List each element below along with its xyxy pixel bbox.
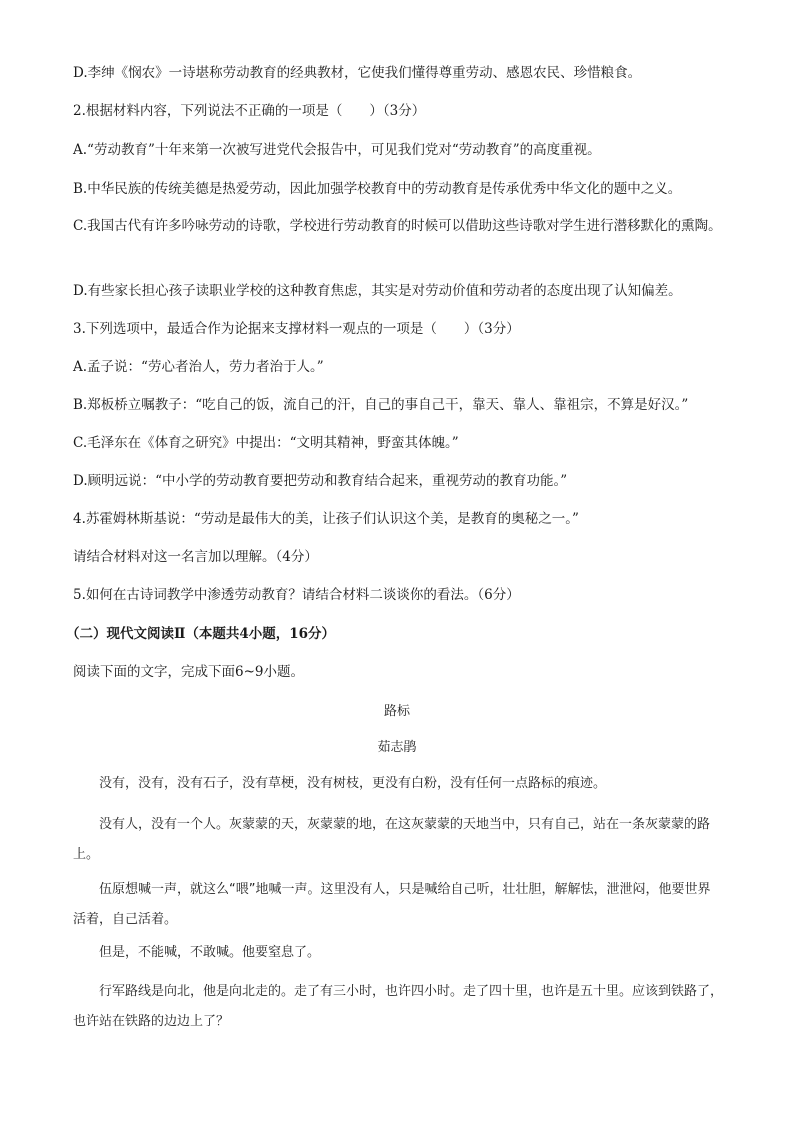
q2-stem: 2.根据材料内容，下列说法不正确的一项是（ ）（3分） (73, 103, 426, 119)
story-paragraph-1: 没有，没有，没有石子，没有草梗，没有树枝，更没有白粉，没有任何一点路标的痕迹。 (99, 776, 607, 791)
q2-option-a: A.“劳动教育”十年来第一次被写进党代会报告中，可见我们党对“劳动教育”的高度重视。 (73, 142, 601, 158)
q2-option-b: B.中华民族的传统美德是热爱劳动，因此加强学校教育中的劳动教育是传承优秀中华文化的题中之义。 (73, 181, 682, 197)
story-paragraph-5: 行军路线是向北，他是向北走的。走了有三小时，也许四小时。走了四十里，也许是五十里。应该到铁路了，也许站在铁路的边边上了？ (73, 984, 724, 1029)
q2-option-d: D.有些家长担心孩子读职业学校的这种教育焦虑，其实是对劳动价值和劳动者的态度出现了认知偏差。 (73, 283, 682, 299)
story-title: 路标 (383, 704, 410, 719)
q3-option-c: C.毛泽东在《体育之研究》中提出：“文明其精神，野蛮其体魄。” (73, 435, 459, 451)
q5-stem: 5.如何在古诗词教学中渗透劳动教育？请结合材料二谈谈你的看法。（6分） (73, 587, 520, 603)
story-author: 茹志鹃 (377, 740, 417, 755)
section-heading: （二）现代文阅读Ⅱ（本题共4小题，16分） (66, 626, 336, 642)
q3-option-b: B.郑板桥立嘱教子：“吃自己的饭，流自己的汗，自己的事自己干，靠天、靠人、靠祖宗，不算是好汉。” (73, 397, 689, 413)
q3-option-d: D.顾明远说：“中小学的劳动教育要把劳动和教育结合起来，重视劳动的教育功能。” (73, 473, 568, 489)
story-paragraph-4: 但是，不能喊，不敢喊。他要窒息了。 (99, 945, 321, 960)
section-instruction: 阅读下面的文字，完成下面6~9小题。 (73, 664, 304, 680)
q3-option-a: A.孟子说：“劳心者治人，劳力者治于人。” (73, 359, 324, 375)
q3-stem: 3.下列选项中，最适合作为论据来支撑材料一观点的一项是（ ）（3分） (73, 321, 520, 337)
q1-option-d: D.李绅《悯农》一诗堪称劳动教育的经典教材，它使我们懂得尊重劳动、感恩农民、珍惜粮食。 (73, 65, 642, 81)
q2-option-c: C.我国古代有许多吟咏劳动的诗歌，学校进行劳动教育的时候可以借助这些诗歌对学生进行潜移默化的熏陶。 (73, 218, 722, 234)
story-paragraph-2: 没有人，没有一个人。灰蒙蒙的天，灰蒙蒙的地，在这灰蒙蒙的天地当中，只有自己，站在一条灰蒙蒙的路上。 (73, 817, 711, 862)
q4-stem: 4.苏霍姆林斯基说：“劳动是最伟大的美，让孩子们认识这个美，是教育的奥秘之一。” (73, 511, 579, 527)
q4-ask: 请结合材料对这一名言加以理解。（4分） (73, 549, 318, 565)
story-paragraph-3: 伍原想喊一声，就这么“喂”地喊一声。这里没有人，只是喊给自己听，壮壮胆，解解怯，泄泄闷，他要世界活着，自己活着。 (73, 882, 711, 927)
